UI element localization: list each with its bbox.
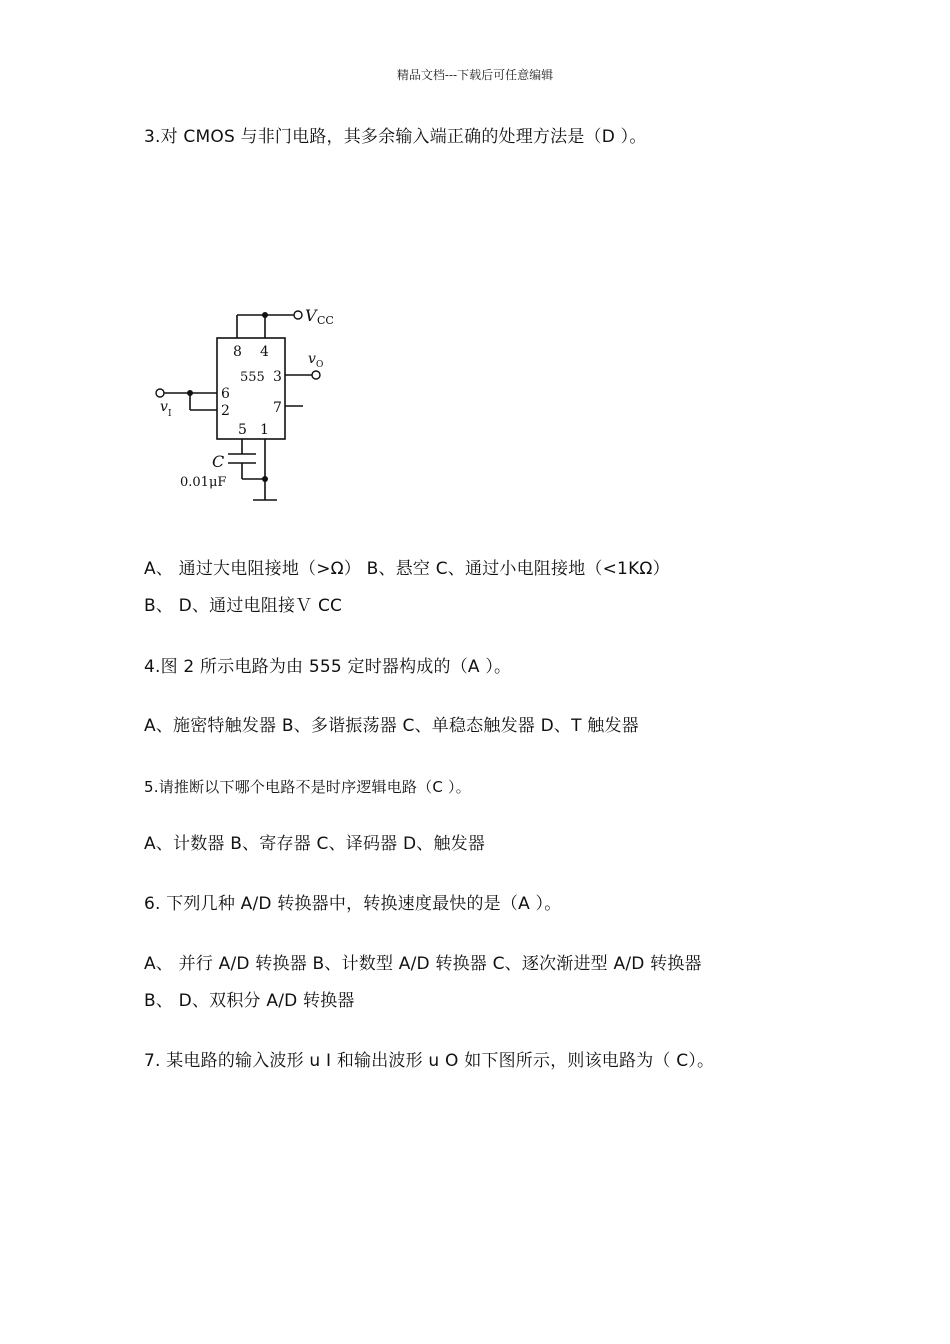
pin-3-label: 3 [273, 369, 282, 385]
question-3: 3.对 CMOS 与非门电路，其多余输入端正确的处理方法是（D ）。 [144, 127, 647, 147]
junction-dot [262, 312, 268, 318]
vo-terminal [312, 371, 320, 379]
cap-name-label: C [212, 452, 225, 471]
circuit-555-diagram [150, 300, 350, 510]
pin-6-label: 6 [221, 386, 230, 402]
question-6-options-row-1: A、 并行 A/D 转换器 B、计数型 A/D 转换器 C、逐次渐进型 A/D 转换器 [144, 954, 702, 974]
vi-terminal [156, 389, 164, 397]
question-3-options-row-2: B、 D、通过电阻接Ｖ CC [144, 596, 343, 616]
pin-4-label: 4 [260, 344, 269, 360]
question-5-options: A、计数器 B、寄存器 C、译码器 D、触发器 [144, 834, 486, 854]
question-3-options-row-1: A、 通过大电阻接地（>Ω） B、悬空 C、通过小电阻接地（<1KΩ） [144, 559, 670, 579]
pin-1-label: 1 [260, 422, 269, 438]
question-5: 5.请推断以下哪个电路不是时序逻辑电路（C ）。 [144, 778, 471, 796]
circuit-svg [150, 300, 350, 510]
vcc-terminal [294, 311, 302, 319]
pin-2-label: 2 [221, 403, 230, 419]
vi-sub: I [168, 409, 172, 419]
pin-5-label: 5 [238, 422, 247, 438]
junction-dot [262, 476, 268, 482]
cap-value-label: 0.01μF [180, 475, 227, 490]
question-4-options: A、施密特触发器 B、多谐振荡器 C、单稳态触发器 D、T 触发器 [144, 716, 639, 736]
page-header: 精品文档---下载后可任意编辑 [396, 68, 554, 82]
pin-7-label: 7 [273, 400, 282, 416]
vo-sub: O [316, 360, 324, 370]
vo-label: v [308, 351, 316, 367]
vi-label: v [160, 399, 168, 415]
question-4: 4.图 2 所示电路为由 555 定时器构成的（A ）。 [144, 657, 512, 677]
vcc-sub: CC [317, 314, 334, 327]
question-6: 6. 下列几种 A/D 转换器中，转换速度最快的是（A ）。 [144, 894, 562, 914]
chip-label: 555 [240, 370, 265, 385]
question-6-options-row-2: B、 D、双积分 A/D 转换器 [144, 991, 355, 1011]
vcc-label: V [305, 306, 317, 325]
pin-8-label: 8 [233, 344, 242, 360]
junction-dot [187, 390, 193, 396]
question-7: 7. 某电路的输入波形 u I 和输出波形 u O 如下图所示，则该电路为（ C）。 [144, 1051, 715, 1071]
